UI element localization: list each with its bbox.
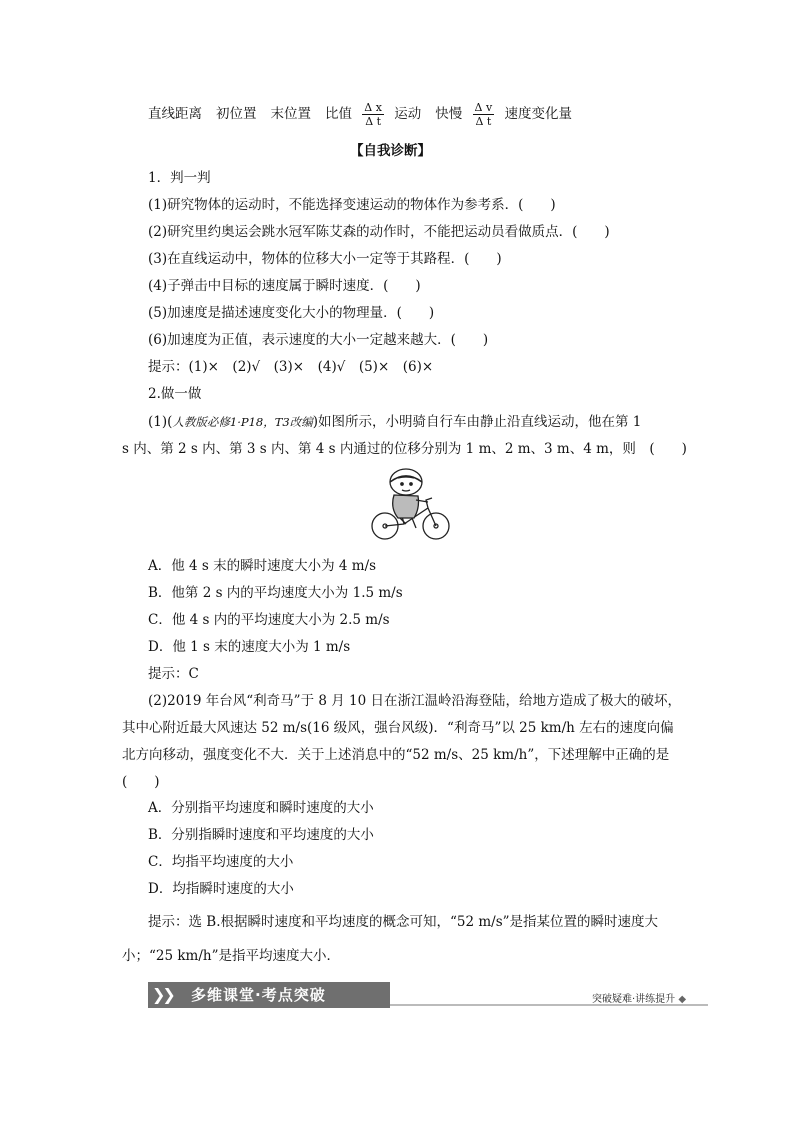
q1-line1-rest: )如图所示，小明骑自行车由静止沿直线运动，他在第 1 (312, 414, 642, 430)
q1-line2: s 内、第 2 s 内、第 3 s 内、第 4 s 内通过的位移分别为 1 m、2 m、3 m、4 m，则 ( ) (122, 441, 687, 457)
part1-heading: 1．判一判 (148, 170, 211, 186)
fraction-dx-dt (362, 101, 384, 128)
boy-riding-bicycle-illustration (368, 468, 454, 544)
answer-word: 初位置 (216, 106, 257, 122)
answer-word: 快慢 (435, 106, 463, 122)
judge-item: (5)加速度是描述速度变化大小的物理量．( ) (148, 305, 435, 321)
judge-item: (3)在直线运动中，物体的位移大小一定等于其路程．( ) (148, 251, 502, 267)
banner-right-caption (592, 990, 686, 1005)
q1-option: A．他 4 s 末的瞬时速度大小为 4 m/s (148, 558, 377, 574)
q2-line2: 其中心附近最大风速达 52 m/s(16 级风，强台风级)．“利奇马”以 25 km/h 左右的速度向偏 (122, 720, 674, 736)
fraction-dv-dt (473, 101, 495, 128)
fraction-denominator: Δ t (475, 115, 492, 128)
banner-right-text: 突破疑难·讲练提升 (592, 994, 676, 1005)
q2-hint-line1: 提示：选 B.根据瞬时速度和平均速度的概念可知，“52 m/s”是指某位置的瞬时速度大 (148, 914, 659, 930)
q2-option: D．均指瞬时速度的大小 (148, 881, 294, 897)
diamond-icon: ◆ (678, 994, 687, 1005)
q2-hint-line2: 小；“25 km/h”是指平均速度大小． (122, 948, 340, 964)
q1-option: C．他 4 s 内的平均速度大小为 2.5 m/s (148, 612, 390, 628)
part1-hint: 提示：(1)× (2)√ (3)× (4)√ (5)× (6)× (148, 359, 434, 375)
answer-word: 直线距离 (148, 106, 202, 122)
judge-item: (6)加速度为正值，表示速度的大小一定越来越大．( ) (148, 332, 489, 348)
section-title: 【自我诊断】 (350, 143, 431, 159)
q1-hint: 提示：C (148, 666, 199, 682)
part2-heading: 2.做一做 (148, 386, 202, 402)
q2-line3: 北方向移动，强度变化不大．关于上述消息中的“52 m/s、25 km/h”，下述理解中正确的是 (122, 747, 670, 763)
q2-option: C．均指平均速度的大小 (148, 854, 294, 870)
fraction-numerator: Δ v (474, 101, 493, 114)
q1-option: D．他 1 s 末的速度大小为 1 m/s (148, 639, 351, 655)
fraction-denominator: Δ t (365, 115, 382, 128)
q1-source: 人教版必修1·P18，T3改编 (172, 415, 313, 429)
answer-word: 末位置 (270, 106, 311, 122)
q1-option: B．他第 2 s 内的平均速度大小为 1.5 m/s (148, 585, 403, 601)
judge-item: (1)研究物体的运动时，不能选择变速运动的物体作为参考系．( ) (148, 197, 556, 213)
answer-word: 运动 (394, 106, 422, 122)
q1-line1 (148, 413, 641, 431)
judge-item: (2)研究里约奥运会跳水冠军陈艾森的动作时，不能把运动员看做质点．( ) (148, 224, 610, 240)
q2-line1: (2)2019 年台风“利奇马”于 8 月 10 日在浙江温岭沿海登陆，给地方造成了极大的破坏， (148, 693, 682, 709)
answer-word: 比值 (325, 106, 352, 122)
fraction-numerator: Δ x (364, 101, 382, 114)
judge-item: (4)子弹击中目标的速度属于瞬时速度．( ) (148, 278, 421, 294)
answers-line (148, 96, 572, 132)
banner-title: 多维课堂·考点突破 (191, 986, 326, 1004)
q1-prefix: (1)( (148, 414, 173, 430)
answer-word: 速度变化量 (504, 106, 572, 122)
q2-option: A．分别指平均速度和瞬时速度的大小 (148, 800, 374, 816)
chevron-icon: ❯❯ (152, 985, 173, 1004)
q2-line4: ( ) (122, 774, 160, 790)
q2-option: B．分别指瞬时速度和平均速度的大小 (148, 827, 374, 843)
